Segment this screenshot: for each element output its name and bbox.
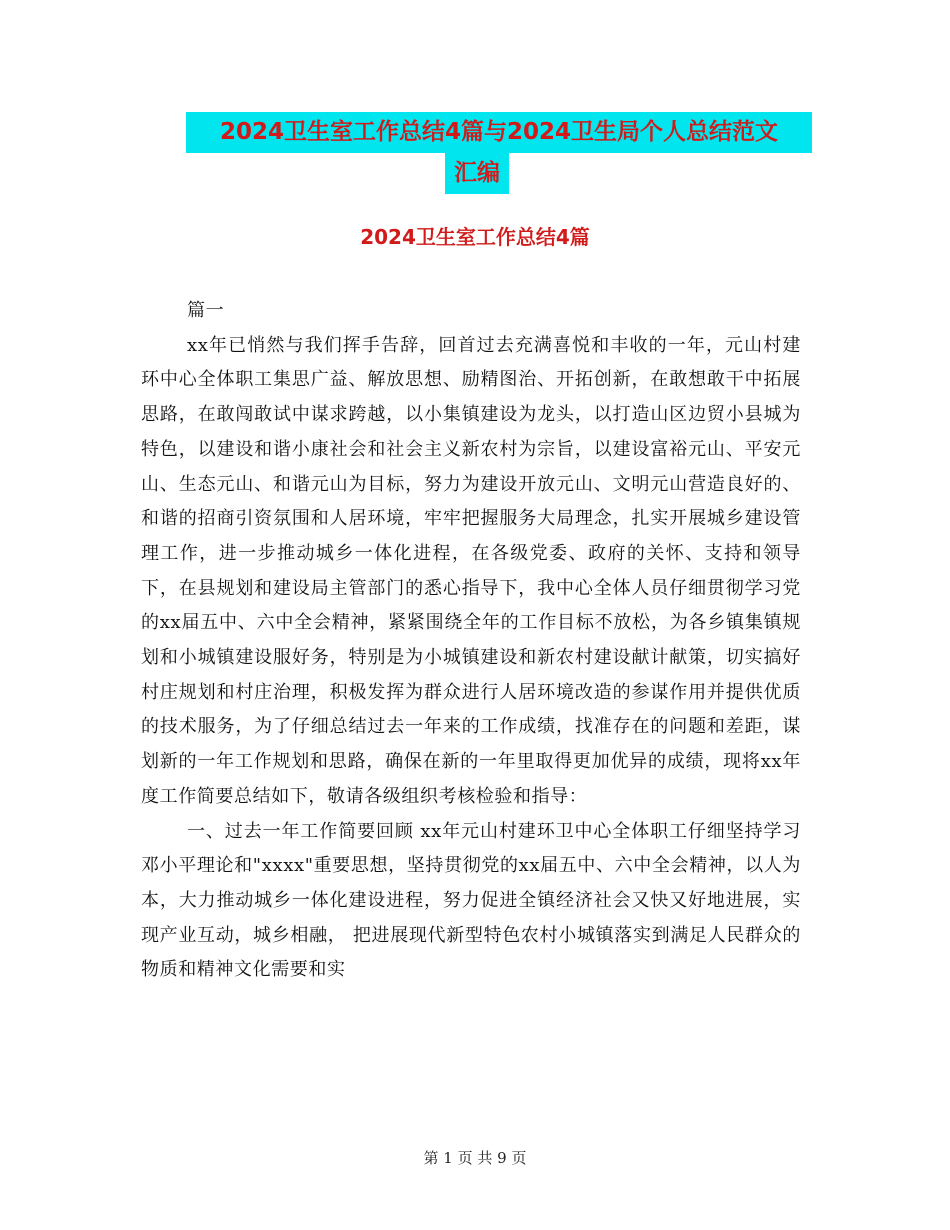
section-heading: 2024卫生室工作总结4篇 <box>360 225 590 249</box>
body-paragraph-2: 一、过去一年工作简要回顾 xx年元山村建环卫中心全体职工仔细坚持学习邓小平理论和"xxxx"重要思想，坚持贯彻党的xx届五中、六中全会精神，以人为本，大力推动城乡一体化建设进程，努力促进全镇经济社会又快又好地进展，实现产业互动，城乡相融， 把进展现代新型特色农村小城镇落实到满足人民群众的物质和精神文化需要和实 <box>141 820 801 981</box>
body-paragraph-1: xx年已悄然与我们挥手告辞，回首过去充满喜悦和丰收的一年，元山村建环中心全体职工集思广益、解放思想、励精图治、开拓创新，在敢想敢干中拓展思路，在敢闯敢试中谋求跨越，以小集镇建设为龙头，以打造山区边贸小县城为特色，以建设和谐小康社会和社会主义新农村为宗旨，以建设富裕元山、平安元山、生态元山、和谐元山为目标，努力为建设开放元山、文明元山营造良好的、和谐的招商引资氛围和人居环境，牢牢把握服务大局理念，扎实开展城乡建设管理工作，进一步推动城乡一体化进程，在各级党委、政府的关怀、支持和领导下，在县规划和建设局主管部门的悉心指导下，我中心全体人员仔细贯彻学习党的xx届五中、六中全会精神，紧紧围绕全年的工作目标不放松，为各乡镇集镇规划和小城镇建设服好务，特别是为小城镇建设和新农村建设献计献策，切实搞好村庄规划和村庄治理，积极发挥为群众进行人居环境改造的参谋作用并提供优质的技术服务，为了仔细总结过去一年来的工作成绩，找准存在的问题和差距，谋划新的一年工作规划和思路，确保在新的一年里取得更加优异的成绩，现将xx年度工作简要总结如下，敬请各级组织考核检验和指导： <box>141 334 801 807</box>
section-label: 篇一 <box>187 300 225 321</box>
document-body <box>141 294 801 988</box>
title-line-1: 2024卫生室工作总结4篇与2024卫生局个人总结范文 <box>186 112 812 153</box>
page-footer: 第 1 页 共 9 页 <box>423 1149 527 1167</box>
title-line-2: 汇编 <box>445 153 509 194</box>
